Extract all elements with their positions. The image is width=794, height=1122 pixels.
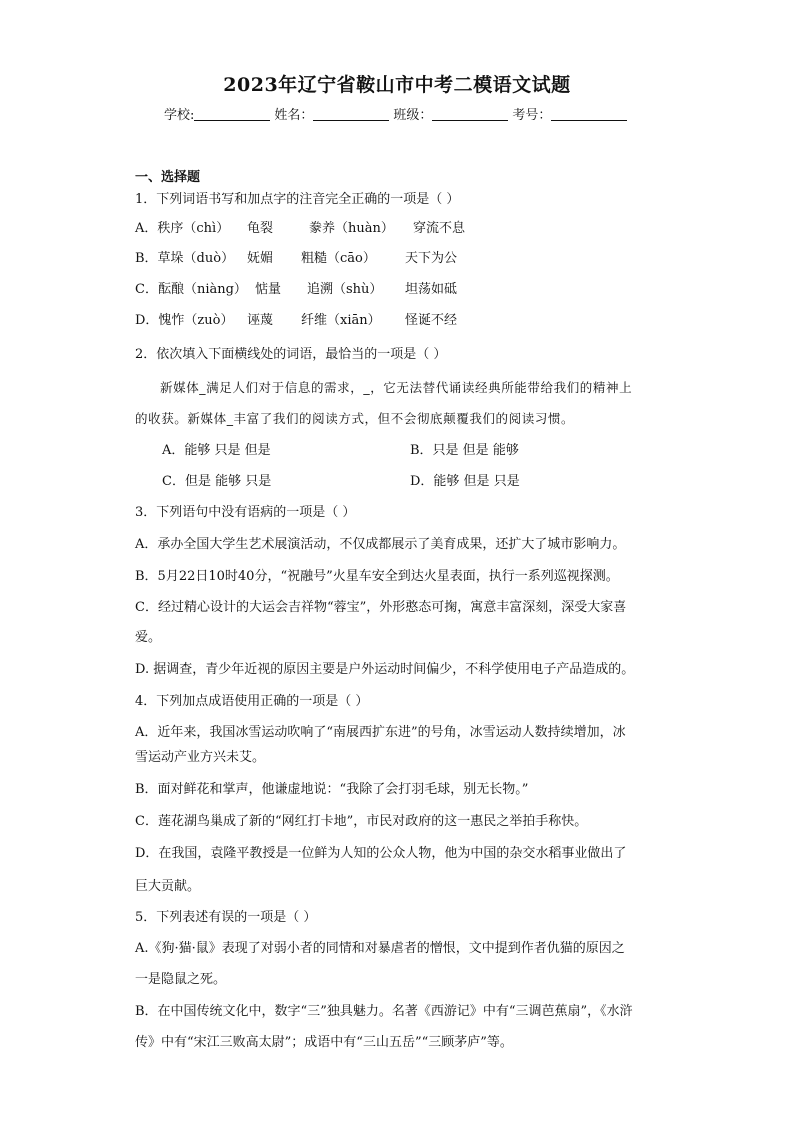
exam-title: 2023年辽宁省鞍山市中考二模语文试题	[223, 74, 571, 96]
q2-option-a: A．能够 只是 但是	[162, 443, 271, 458]
q3-option-c-line1: C．经过精心设计的大运会吉祥物“蓉宝”，外形憨态可掬，寓意丰富深刻，深受大家喜	[135, 600, 627, 615]
q1-c-word2: 惦量	[255, 282, 282, 297]
name-blank	[313, 108, 389, 121]
exam-no-label: 考号：	[512, 108, 552, 123]
q1-c-word4: 坦荡如砥	[405, 282, 458, 297]
q3-option-b: B．5月22日10时40分，“祝融号”火星车安全到达火星表面，执行一系列巡视探测。	[135, 569, 619, 584]
q1-stem: 1．下列词语书写和加点字的注音完全正确的一项是（ ）	[135, 192, 460, 207]
q1-b-word2: 妩媚	[247, 251, 274, 266]
q2-option-b: B．只是 但是 能够	[410, 443, 519, 458]
q1-d-word1: D．愧怍（zuò）	[135, 313, 234, 328]
q5-option-b-line1: B．在中国传统文化中，数字“三”独具魅力。名著《西游记》中有“三调芭蕉扇”，《水浒	[135, 1004, 633, 1019]
section-heading: 一、选择题	[135, 170, 201, 185]
q1-a-word3: 豢养（huàn）	[309, 221, 394, 236]
q1-b-word4: 天下为公	[405, 251, 458, 266]
q4-option-c: C．莲花湖鸟巢成了新的“网红打卡地”，市民对政府的这一惠民之举拍手称快。	[135, 814, 588, 829]
q1-d-word4: 怪诞不经	[405, 313, 458, 328]
q1-option-d	[135, 311, 457, 331]
q1-b-word1: B．草垛（duò）	[135, 251, 235, 266]
q1-option-b	[135, 249, 457, 269]
q1-d-word3: 纤维（xiān）	[301, 313, 381, 328]
q1-a-word1: A．秩序（chì）	[135, 221, 230, 236]
q1-c-word3: 追溯（shù）	[307, 282, 383, 297]
q4-option-a-line1: A．近年来，我国冰雪运动吹响了“南展西扩东进”的号角，冰雪运动人数持续增加，冰	[135, 725, 626, 740]
q4-option-b: B．面对鲜花和掌声，他谦虚地说：“我除了会打羽毛球，别无长物。”	[135, 782, 529, 797]
q3-option-d: D. 据调查，青少年近视的原因主要是户外运动时间偏少，不科学使用电子产品造成的。	[135, 662, 635, 677]
q1-a-word2: 龟裂	[247, 221, 274, 236]
q5-stem: 5．下列表述有误的一项是（ ）	[135, 910, 317, 925]
q3-option-c-line2: 爱。	[135, 630, 162, 645]
class-label: 班级：	[393, 108, 433, 123]
student-info-row	[164, 104, 684, 123]
q4-option-a-line2: 雪运动产业方兴未艾。	[135, 750, 266, 765]
school-blank	[194, 108, 270, 121]
q2-passage-line2: 的收获。新媒体_丰富了我们的阅读方式，但不会彻底颠覆我们的阅读习惯。	[135, 411, 575, 426]
q1-d-word2: 诬蔑	[247, 313, 274, 328]
q2-passage-line1: 新媒体_满足人们对于信息的需求，_，它无法替代诵读经典所能带给我们的精神上	[160, 380, 633, 395]
q1-option-c	[135, 280, 457, 300]
q5-option-a-line1: A.《狗·猫·鼠》表现了对弱小者的同情和对暴虐者的憎恨，文中提到作者仇猫的原因之	[135, 941, 625, 956]
q1-a-word4: 穿流不息	[413, 221, 466, 236]
q3-option-a: A．承办全国大学生艺术展演活动，不仅成都展示了美育成果，还扩大了城市影响力。	[135, 537, 626, 552]
exam-no-blank	[551, 108, 627, 121]
q4-stem: 4．下列加点成语使用正确的一项是（ ）	[135, 694, 369, 709]
q5-option-b-line2: 传》中有“宋江三败高太尉”；成语中有“三山五岳”“三顾茅庐”等。	[135, 1035, 513, 1050]
name-label: 姓名：	[274, 108, 314, 123]
class-blank	[432, 108, 508, 121]
q4-option-d-line1: D．在我国，袁隆平教授是一位鲜为人知的公众人物，他为中国的杂交水稻事业做出了	[135, 846, 627, 861]
q1-b-word3: 粗糙（cāo）	[301, 251, 376, 266]
q4-option-d-line2: 巨大贡献。	[135, 879, 201, 894]
q1-c-word1: C．酝酿（niàng）	[135, 282, 247, 297]
q1-option-a	[135, 219, 465, 239]
q2-option-d: D．能够 但是 只是	[410, 474, 520, 489]
q2-stem: 2．依次填入下面横线处的词语，最恰当的一项是（ ）	[135, 347, 447, 362]
q5-option-a-line2: 一是隐鼠之死。	[135, 972, 227, 987]
school-label: 学校:	[164, 108, 195, 123]
q2-option-c: C．但是 能够 只是	[162, 474, 272, 489]
q3-stem: 3．下列语句中没有语病的一项是（ ）	[135, 505, 356, 520]
